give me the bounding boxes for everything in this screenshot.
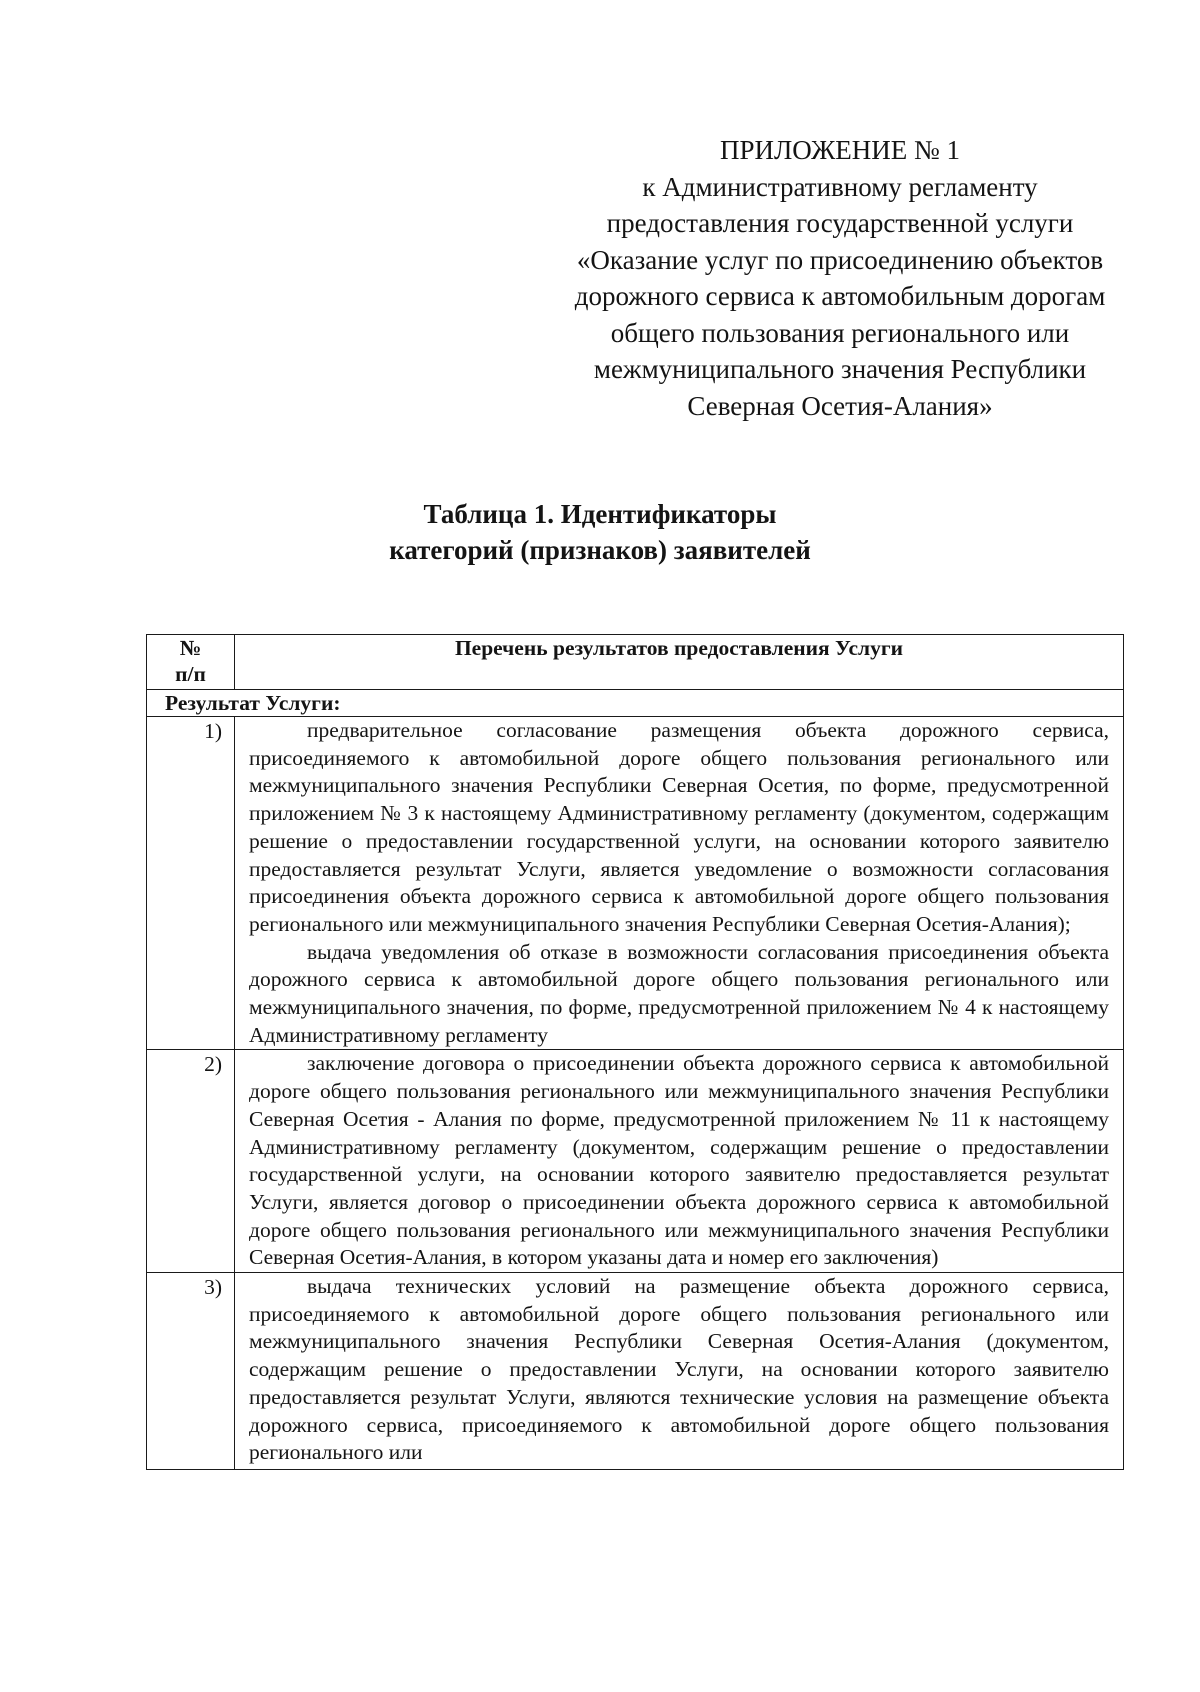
header-number-symbol: № <box>179 636 202 660</box>
appendix-line: Северная Осетия-Алания» <box>687 390 993 421</box>
table-title <box>300 496 900 568</box>
row-number: 2) <box>147 1050 235 1273</box>
table-header-row <box>147 635 1124 690</box>
section-row <box>147 690 1124 717</box>
section-label: Результат Услуги: <box>147 690 1124 717</box>
appendix-line: дорожного сервиса к автомобильным дорогам <box>574 281 1106 311</box>
row-text-clip <box>249 1273 1109 1469</box>
row-paragraph: выдача уведомления об отказе в возможности согласования присоединения объекта дорожного сервиса к автомобильной дороге общего пользования регионального или межмуниципального значения, по форме, предусмотренной приложением № 4 к настоящему Административному регламенту <box>249 939 1109 1047</box>
appendix-line: общего пользования регионального или <box>610 317 1070 348</box>
row-text <box>235 1273 1124 1470</box>
table-title-line-2: категорий (признаков) заявителей <box>389 535 811 565</box>
row-paragraph: предварительное согласование размещения объекта дорожного сервиса, присоединяемого к автомобильной дороге общего пользования регионального или межмуниципального значения Республики Северная Осетия, по форме, предусмотренной приложением № 3 к настоящему Административному регламенту (документом, содержащим решение о предоставлении государственной услуги, на основании которого заявителю предоставляется результат Услуги, является уведомление о возможности согласования присоединения объекта дорожного сервиса к автомобильной дороге общего пользования регионального или межмуниципального значения Республики Северная Осетия-Алания); <box>249 718 1109 936</box>
appendix-line: межмуниципального значения Республики <box>593 354 1087 384</box>
appendix-line: к Административному регламенту <box>642 171 1038 202</box>
results-table <box>146 634 1124 1470</box>
header-number-abbrev: п/п <box>175 662 206 686</box>
appendix-line: «Оказание услуг по присоединению объектов <box>576 244 1104 275</box>
table-row <box>147 1273 1124 1470</box>
appendix-header <box>540 132 1140 424</box>
row-number: 3) <box>147 1273 235 1470</box>
table-row <box>147 1050 1124 1273</box>
row-paragraph: заключение договора о присоединении объекта дорожного сервиса к автомобильной дороге общего пользования регионального или межмуниципального значения Республики Северная Осетия - Алания по форме, предусмотренной приложением № 11 к настоящему Административному регламенту (документом, содержащим решение о предоставлении государственной услуги, на основании которого заявителю предоставляется результат Услуги, является договор о присоединении объекта дорожного сервиса к автомобильной дороге общего пользования регионального или межмуниципального значения Республики Северная Осетия-Алания, в котором указаны дата и номер его заключения) <box>249 1051 1109 1270</box>
appendix-line: предоставления государственной услуги <box>606 208 1074 238</box>
appendix-title: ПРИЛОЖЕНИЕ № 1 <box>719 135 961 165</box>
header-number-cell <box>147 635 235 690</box>
header-results-list: Перечень результатов предоставления Услуги <box>235 635 1124 690</box>
table-title-line-1: Таблица 1. Идентификаторы <box>423 499 777 529</box>
row-paragraph: выдача технических условий на размещение объекта дорожного сервиса, присоединяемого к автомобильной дороге общего пользования регионального или межмуниципального значения Республики Северная Осетия-Алания (документом, содержащим решение о предоставлении Услуги, на основании которого заявителю предоставляется результат Услуги, являются технические условия на размещение объекта дорожного сервиса, присоединяемого к автомобильной дороге общего пользования регионального или <box>249 1274 1109 1465</box>
row-text <box>235 717 1124 1050</box>
row-number: 1) <box>147 717 235 1050</box>
table-row <box>147 717 1124 1050</box>
row-text <box>235 1050 1124 1273</box>
